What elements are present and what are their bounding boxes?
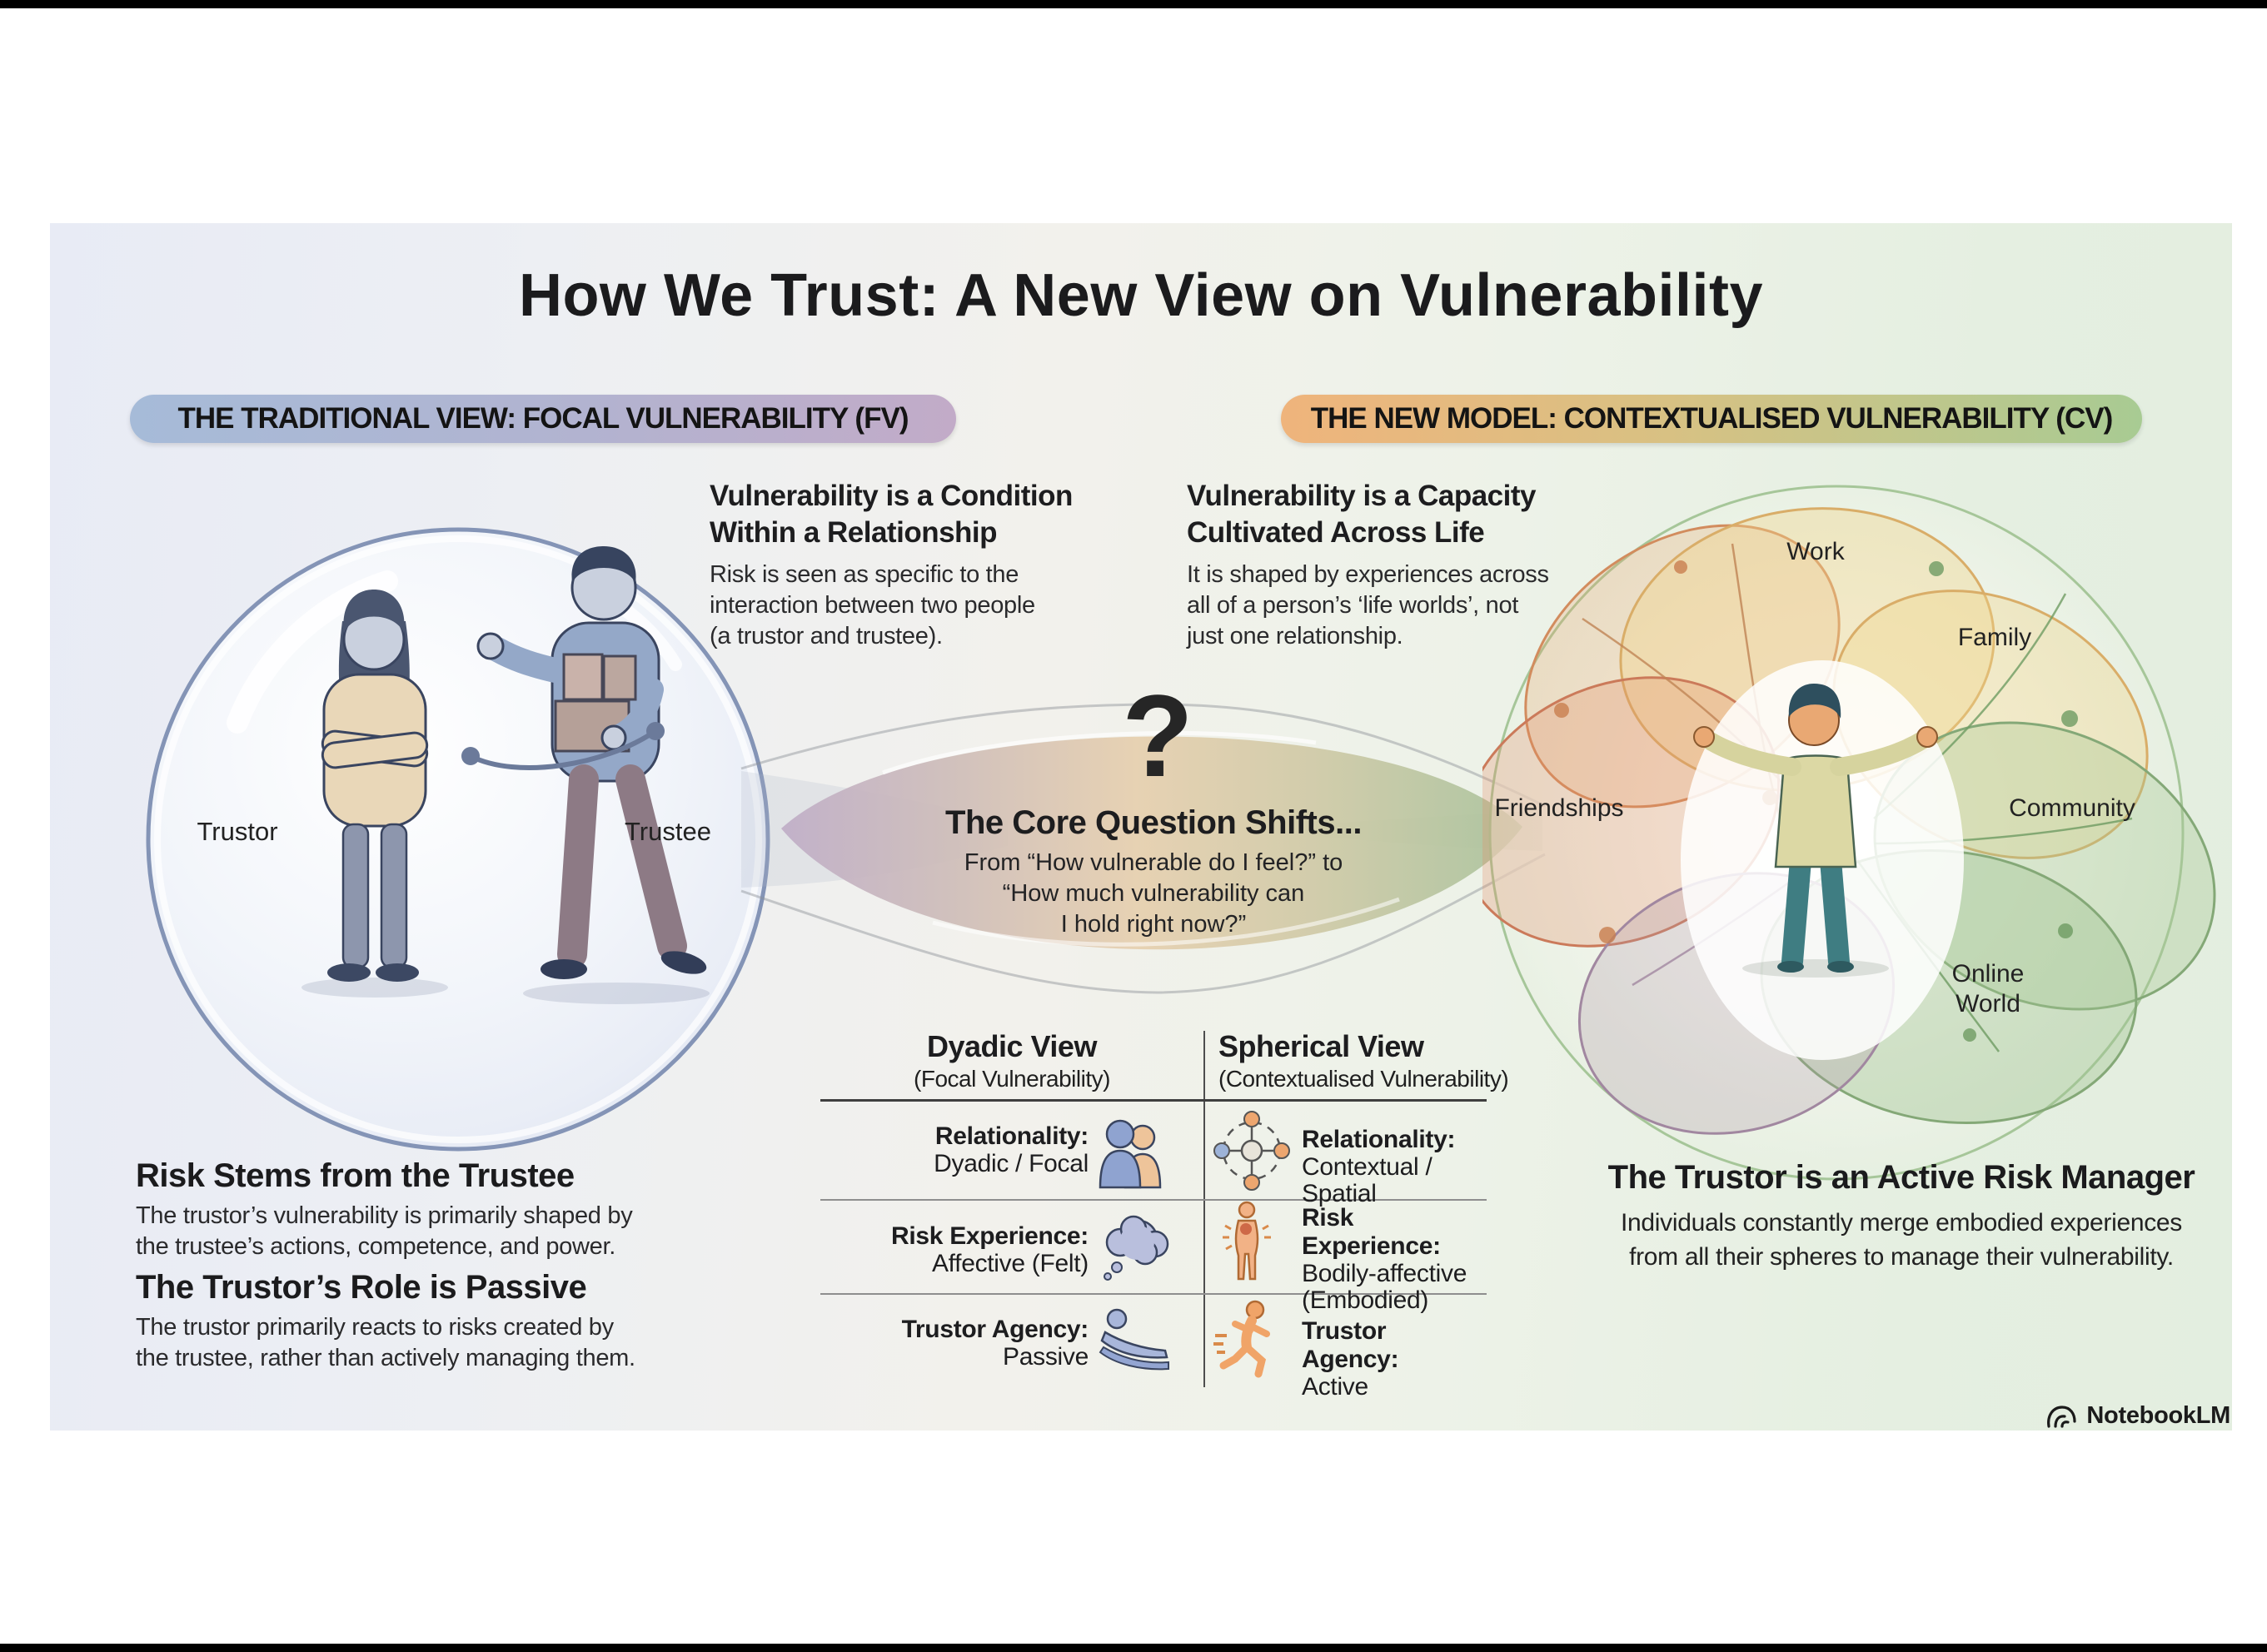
spherical-view-header — [1218, 1029, 1508, 1094]
table-row — [1302, 1317, 1487, 1401]
active-risk-manager-line1: Individuals constantly merge embodied experiences — [1620, 1209, 2183, 1237]
notebooklm-logo-icon — [2045, 1403, 2078, 1430]
trustor-label: Trustor — [197, 817, 278, 846]
running-person-icon — [1212, 1299, 1278, 1378]
condition-heading-line1: Vulnerability is a Condition — [710, 480, 1073, 512]
trustor-agency-left-value: Passive — [1003, 1343, 1089, 1371]
sphere-label-family: Family — [1957, 624, 2032, 651]
condition-body-line3: (a trustor and trustee). — [710, 623, 943, 649]
table-header-rule — [820, 1099, 1487, 1102]
sphere-label-friendships: Friendships — [1494, 794, 1624, 822]
page-title: How We Trust: A New View on Vulnerability — [518, 262, 1764, 329]
table-row — [1302, 1126, 1487, 1207]
table-row — [820, 1316, 1089, 1371]
trustor-agency-left-label: Trustor Agency: — [901, 1316, 1089, 1343]
question-mark: ? — [1122, 670, 1193, 801]
trustor-agency-right-label: Trustor Agency: — [1302, 1317, 1399, 1373]
letterbox-bar-top — [0, 0, 2267, 8]
trustee-label: Trustee — [625, 817, 711, 846]
sphere-label-community: Community — [2009, 794, 2135, 822]
body-sensation-icon — [1220, 1201, 1273, 1284]
risk-experience-left-label: Risk Experience: — [891, 1222, 1089, 1250]
comparison-table — [820, 1028, 1509, 1402]
active-risk-manager-heading: The Trustor is an Active Risk Manager — [1607, 1159, 2195, 1196]
risk-experience-right-value-line2: (Embodied) — [1302, 1286, 1429, 1314]
thought-cloud-icon — [1097, 1212, 1173, 1284]
condition-body-line1: Risk is seen as specific to the — [710, 561, 1019, 588]
capacity-body-line3: just one relationship. — [1187, 623, 1403, 649]
active-risk-manager-body — [1585, 1206, 2218, 1274]
relationality-left-value: Dyadic / Focal — [934, 1150, 1089, 1177]
dyadic-view-title: Dyadic View — [927, 1029, 1097, 1063]
life-worlds-sphere-illustration — [1482, 469, 2224, 1193]
notebooklm-watermark — [2045, 1402, 2230, 1430]
two-people-icon — [1095, 1114, 1168, 1191]
infographic-poster — [50, 223, 2232, 1431]
risk-stems-line2: the trustee’s actions, competence, and power. — [136, 1233, 615, 1260]
condition-body-line2: interaction between two people — [710, 592, 1035, 619]
table-column-divider — [1203, 1031, 1205, 1387]
reclining-person-icon — [1094, 1306, 1173, 1372]
capacity-body-line1: It is shaped by experiences across — [1187, 561, 1549, 588]
risk-experience-left-value: Affective (Felt) — [931, 1250, 1089, 1277]
risk-stems-heading: Risk Stems from the Trustee — [136, 1157, 575, 1194]
capacity-body-line2: all of a person’s ‘life worlds’, not — [1187, 592, 1519, 619]
spherical-view-subtitle: (Contextualised Vulnerability) — [1218, 1066, 1509, 1092]
risk-stems-body — [136, 1201, 632, 1262]
passive-role-heading: The Trustor’s Role is Passive — [136, 1269, 587, 1306]
trustor-agency-right-value: Active — [1302, 1373, 1368, 1401]
relationality-right-value: Contextual / Spatial — [1302, 1153, 1432, 1207]
sphere-label-work: Work — [1786, 538, 1845, 565]
passive-role-line1: The trustor primarily reacts to risks created by — [136, 1314, 614, 1341]
core-question-line3: I hold right now?” — [1060, 911, 1247, 938]
dyadic-view-subtitle: (Focal Vulnerability) — [914, 1066, 1110, 1092]
risk-experience-right-label: Risk Experience: — [1302, 1204, 1441, 1260]
notebooklm-watermark-text: NotebookLM — [2086, 1402, 2230, 1429]
relationality-left-label: Relationality: — [934, 1122, 1089, 1150]
condition-heading-line2: Within a Relationship — [710, 516, 998, 549]
letterbox-bar-bottom — [0, 1644, 2267, 1652]
risk-experience-right-value-line1: Bodily-affective — [1302, 1260, 1467, 1287]
passive-role-body — [136, 1312, 635, 1374]
table-row — [820, 1222, 1089, 1277]
online-world-line2: World — [1956, 990, 2020, 1018]
risk-stems-line1: The trustor’s vulnerability is primarily shaped by — [136, 1202, 633, 1229]
new-model-banner: THE NEW MODEL: CONTEXTUALISED VULNERABILITY (CV) — [1281, 395, 2142, 443]
active-risk-manager-line2: from all their spheres to manage their vulnerability. — [1629, 1243, 2174, 1271]
passive-role-line2: the trustee, rather than actively managing them. — [136, 1345, 635, 1371]
traditional-view-banner: THE TRADITIONAL VIEW: FOCAL VULNERABILITY (FV) — [130, 395, 956, 443]
capacity-heading-line1: Vulnerability is a Capacity — [1187, 480, 1536, 512]
table-row — [1302, 1204, 1487, 1314]
online-world-line1: Online — [1951, 960, 2025, 988]
core-question-body — [895, 848, 1412, 940]
core-question-line2: “How much vulnerability can — [1002, 880, 1305, 907]
capacity-heading-line2: Cultivated Across Life — [1187, 516, 1485, 549]
core-question-line1: From “How vulnerable do I feel?” to — [964, 849, 1343, 876]
relationality-right-label: Relationality: — [1302, 1126, 1456, 1153]
sphere-label-online-world — [1921, 959, 2055, 1019]
network-nodes-icon — [1213, 1111, 1290, 1191]
dyadic-view-header — [854, 1029, 1170, 1094]
table-row — [820, 1122, 1089, 1177]
spherical-view-title: Spherical View — [1218, 1029, 1424, 1063]
core-question-heading: The Core Question Shifts... — [945, 804, 1362, 841]
